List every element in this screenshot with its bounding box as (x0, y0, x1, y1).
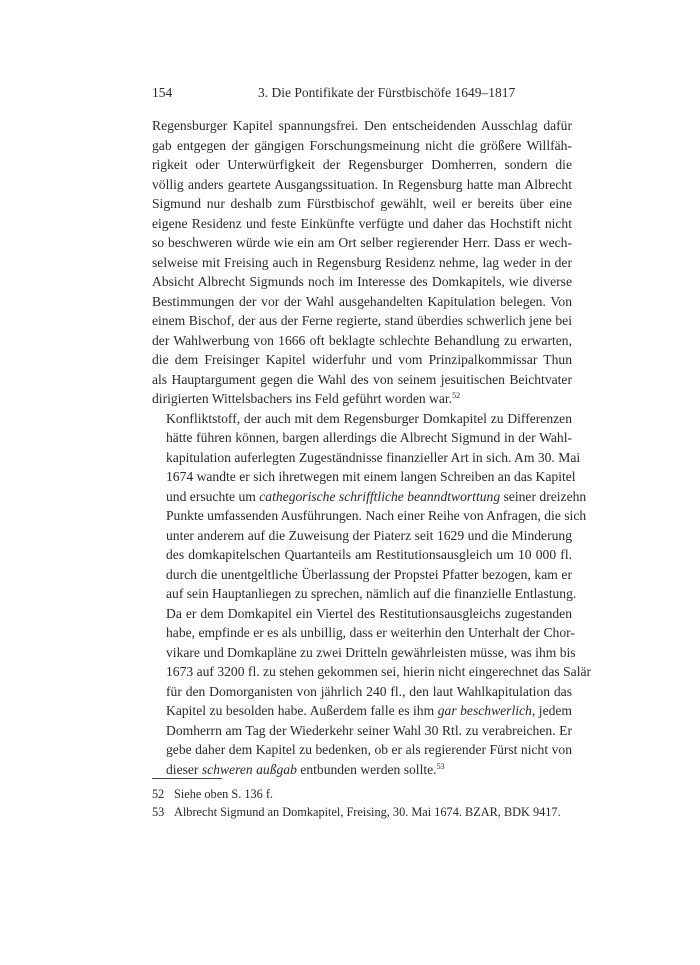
footnote-52 (152, 785, 592, 803)
text-segment: Kapitel zu besolden habe. Außerdem falle es ihm (166, 703, 438, 718)
text-line: 1674 wandte er sich ihretwegen mit einem langen Schreiben an das Kapitel (166, 469, 576, 484)
text-line: für den Domorganisten von jährlich 240 fl., den laut Wahlkapitulation das (166, 683, 572, 699)
text-line: Domherrn am Tag der Wiederkehr seiner Wahl 30 Rtl. zu verabreichen. Er (166, 722, 572, 738)
running-head: 3. Die Pontifikate der Fürstbischöfe 1649–1817 (258, 85, 516, 100)
text-line: durch die unentgeltliche Überlassung der Propstei Pfatter bezogen, kam er (166, 566, 572, 582)
footnote-separator (152, 778, 222, 779)
text-segment: seiner dreizehn (500, 488, 587, 504)
text-line: 1673 auf 3200 fl. zu stehen gekommen sei, hierin nicht eingerechnet das Salär (166, 664, 592, 679)
text-line: habe, empfinde er es als unbillig, dass er weiterhin den Unterhalt der Chor- (166, 625, 575, 640)
footnote-number: 53 (152, 805, 165, 819)
text-line-content: dirigierten Wittelsbachers ins Feld geführt worden war. (152, 391, 453, 406)
text-line: einem Bischof, der aus der Ferne regierte, stand überdies schwerlich jene bei (152, 313, 572, 328)
page-number: 154 (152, 85, 173, 100)
text-line: auf sein Hauptanliegen zu sprechen, nämlich auf die finanzielle Entlastung. (166, 586, 577, 601)
text-segment: entbunden werden sollte. (296, 761, 437, 777)
paragraph-2 (152, 409, 592, 780)
body-text (152, 116, 592, 779)
text-line: Bestimmungen der vor der Wahl ausgehandelten Kapitulation belegen. Von (152, 293, 572, 309)
footnote-number: 52 (152, 787, 165, 801)
footnote-53 (152, 803, 592, 821)
text-line: Absicht Albrecht Sigmunds noch im Interesse des Domkapitels, wie diverse (152, 274, 572, 289)
text-line: als Hauptargument gegen die Wahl des von seinem jesuitischen Beichtvater (152, 371, 572, 387)
text-line: eigene Residenz und feste Einkünfte verfügte und daher das Hochstift nicht (152, 215, 572, 231)
text-line: unter anderem auf die Zuweisung der Piaterz seit 1629 und die Minderung (166, 527, 572, 543)
text-line: so beschweren würde wie ein am Ort selber regierender Herr. Dass er wech- (152, 235, 572, 250)
footnote-text: Albrecht Sigmund an Domkapitel, Freising, 30. Mai 1674. BZAR, BDK 9417. (174, 805, 561, 819)
text-segment: , jedem (531, 703, 573, 718)
text-line: Punkte umfassenden Ausführungen. Nach einer Reihe von Anfragen, die sich (166, 508, 587, 523)
text-line: hätte führen können, bargen allerdings die Albrecht Sigmund in der Wahl- (166, 430, 572, 445)
footnote-ref-53[interactable]: 53 (436, 761, 445, 771)
text-segment: dieser (166, 761, 202, 777)
text-line: rigkeit oder Unterwürfigkeit der Regensburger Domherren, sondern die (152, 157, 572, 172)
text-line: Sigmund nur deshalb zum Fürstbischof gewählt, weil er bereits über eine (152, 196, 572, 211)
text-line: vikare und Domkapläne zu zwei Dritteln gewährleisten müsse, was ihm bis (166, 644, 576, 660)
text-line: kapitulation auferlegten Zugeständnisse finanzieller Art in sich. Am 30. Mai (166, 449, 581, 465)
text-line: selweise mit Freising auch in Regensburg Residenz nehme, lag weder in der (152, 254, 572, 270)
text-line: völlig anders geartete Ausgangssituation. In Regensburg hatte man Albrecht (152, 176, 572, 192)
text-segment: und ersuchte um (166, 488, 260, 504)
text-line (152, 701, 572, 721)
text-line (152, 760, 572, 780)
text-line (152, 487, 587, 507)
footnote-text: Siehe oben S. 136 f. (174, 787, 274, 801)
italic-quote: schweren außgab (201, 761, 297, 777)
text-line: gebe daher dem Kapitel zu bedenken, ob er als regierender Fürst nicht von (166, 742, 572, 757)
text-line: die dem Freisinger Kapitel widerfuhr und vom Prinzipalkommissar Thun (152, 352, 572, 367)
text-line: Konfliktstoff, der auch mit dem Regensburger Domkapitel zu Differenzen (166, 410, 572, 426)
text-line: des domkapitelschen Quartanteils am Restitutionsausgleich um 10 000 fl. (166, 547, 572, 562)
text-line: der Wahlwerbung von 1666 oft beklagte schlechte Behandlung zu erwarten, (152, 332, 572, 348)
text-line: Regensburger Kapitel spannungsfrei. Den entscheidenden Ausschlag dafür (152, 118, 572, 133)
paragraph-1 (152, 116, 572, 409)
text-line: gab entgegen der gängigen Forschungsmeinung nicht die größere Willfäh- (152, 137, 572, 153)
footnote-ref-52[interactable]: 52 (452, 391, 461, 400)
italic-quote: cathegorische schrifftliche beanndtworttung (259, 488, 501, 504)
italic-quote: gar beschwerlich (437, 703, 532, 718)
text-line (152, 389, 572, 409)
text-line: Da er dem Domkapitel ein Viertel des Restitutionsausgleichs zugestanden (166, 605, 572, 621)
footnotes (152, 785, 592, 821)
